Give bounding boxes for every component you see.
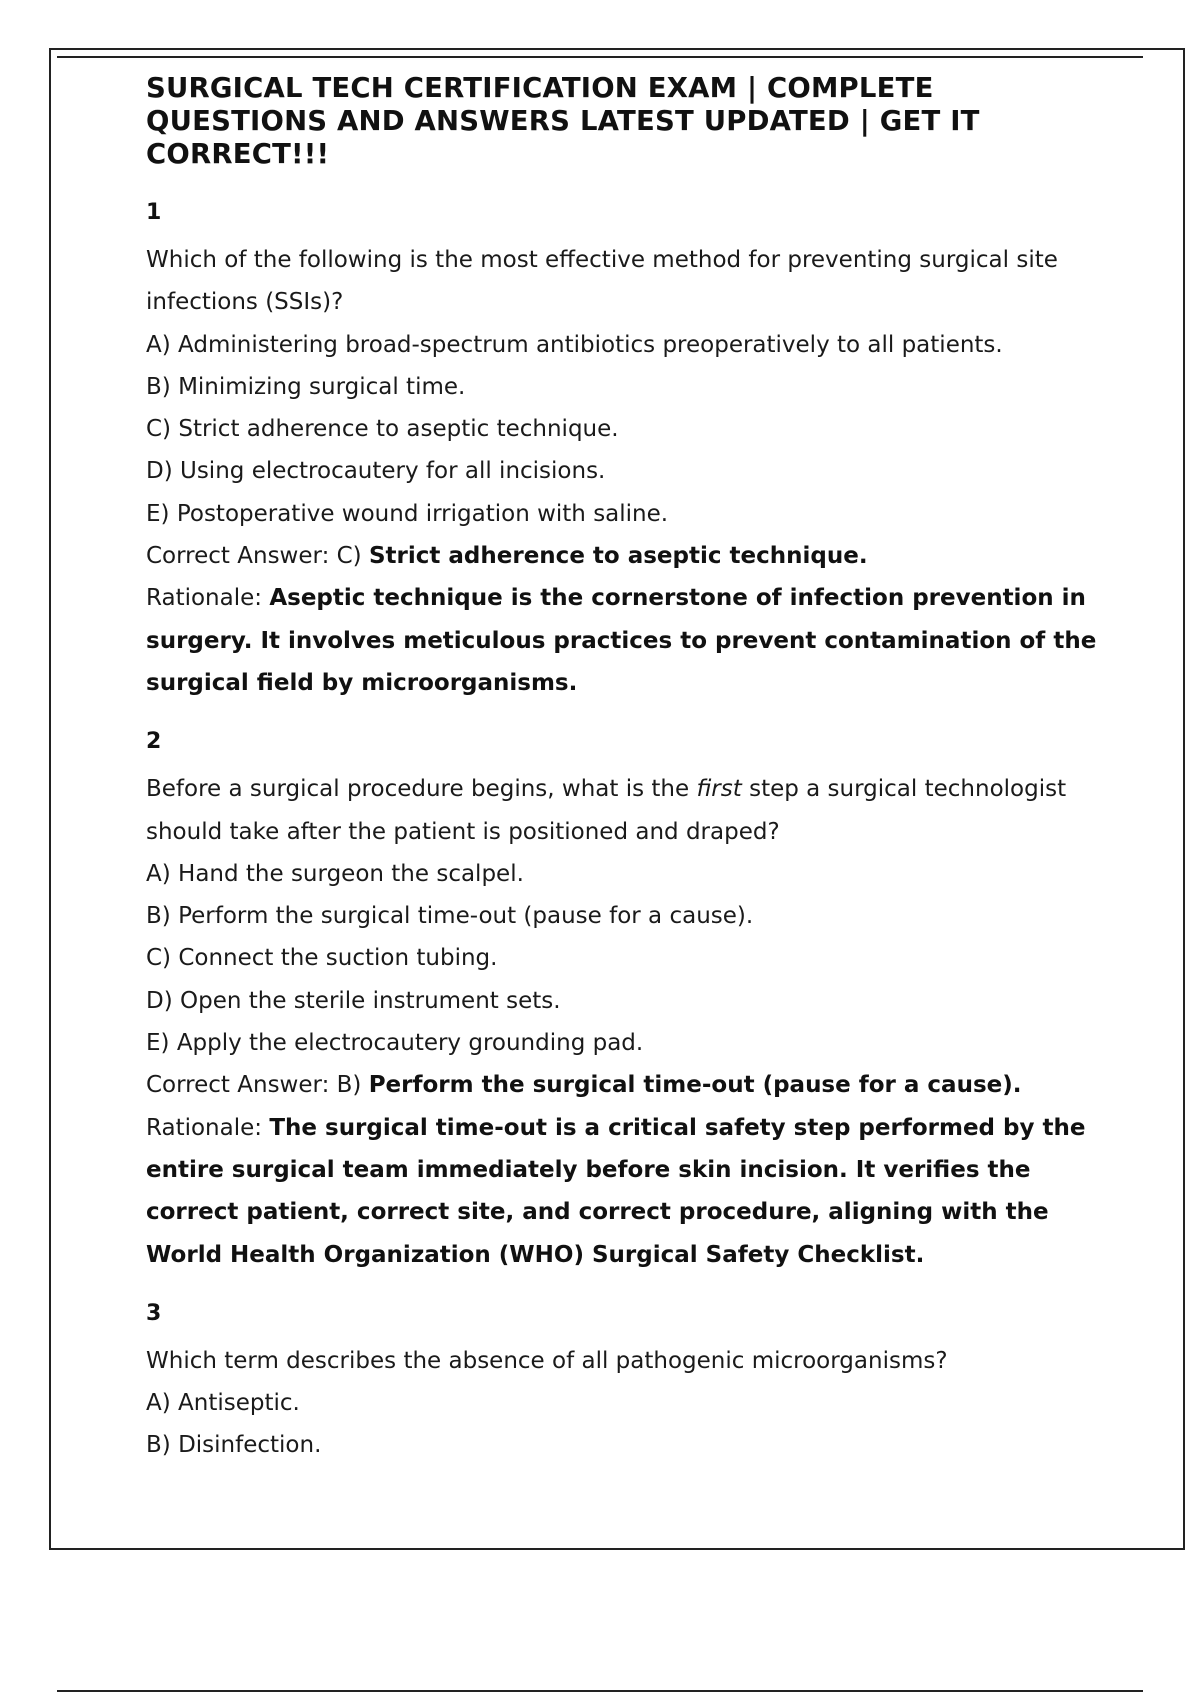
rationale-text: The surgical time-out is a critical safety step performed by the entire surgical team immediately before skin incision. It verifies the correct patient, correct site, and correct procedure, aligning with the World Health Organization (WHO) Surgical Safety Checklist. [146, 1114, 1086, 1268]
correct-answer [146, 1064, 1106, 1106]
correct-answer-text: Perform the surgical time-out (pause for a cause). [368, 1072, 1022, 1099]
rationale-text: Aseptic technique is the cornerstone of infection prevention in surgery. It involves meticulous practices to prevent contamination of the surgical field by microorganisms. [146, 585, 1097, 696]
question-3 [146, 1300, 1106, 1467]
header-rule [57, 56, 1143, 58]
question-text [146, 768, 1106, 853]
question-text-emphasis: first [696, 776, 742, 803]
option-c: C) Strict adherence to aseptic technique. [146, 416, 619, 443]
rationale [146, 577, 1106, 704]
option-b: B) Perform the surgical time-out (pause for a cause). [146, 903, 754, 930]
option-d: D) Using electrocautery for all incisions. [146, 458, 606, 485]
option-a: A) Antiseptic. [146, 1390, 300, 1417]
rationale [146, 1107, 1106, 1276]
option-b: B) Minimizing surgical time. [146, 373, 466, 400]
correct-answer-label: Correct Answer: B) [146, 1072, 369, 1099]
option-a: A) Administering broad-spectrum antibiotics preoperatively to all patients. [146, 331, 1003, 358]
option-c: C) Connect the suction tubing. [146, 945, 498, 972]
document-title: SURGICAL TECH CERTIFICATION EXAM | COMPLETE QUESTIONS AND ANSWERS LATEST UPDATED | GET IT CORRECT!!! [146, 72, 980, 170]
correct-answer [146, 535, 1106, 577]
question-number: 2 [146, 729, 162, 755]
question-2 [146, 728, 1106, 1276]
document-body [146, 72, 1106, 1491]
option-e: E) Postoperative wound irrigation with saline. [146, 500, 669, 527]
question-number: 1 [146, 200, 162, 225]
option-e: E) Apply the electrocautery grounding pad. [146, 1030, 644, 1057]
question-number: 3 [146, 1300, 162, 1326]
correct-answer-text: Strict adherence to aseptic technique. [368, 543, 868, 570]
rationale-label: Rationale: [146, 585, 270, 612]
option-a: A) Hand the surgeon the scalpel. [146, 860, 524, 887]
rationale-label: Rationale: [146, 1114, 270, 1141]
option-d: D) Open the sterile instrument sets. [146, 987, 561, 1014]
footer-rule [57, 1690, 1143, 1692]
question-text-start: Before a surgical procedure begins, what is the [146, 776, 697, 803]
question-text: Which term describes the absence of all pathogenic microorganisms? [146, 1347, 948, 1374]
question-text: Which of the following is the most effective method for preventing surgical site infections (SSIs)? [146, 247, 1058, 316]
question-text-end: step a surgical technologist should take after the patient is positioned and draped? [146, 776, 1067, 845]
option-b: B) Disinfection. [146, 1432, 322, 1459]
correct-answer-label: Correct Answer: C) [146, 543, 369, 570]
question-1 [146, 199, 1106, 704]
